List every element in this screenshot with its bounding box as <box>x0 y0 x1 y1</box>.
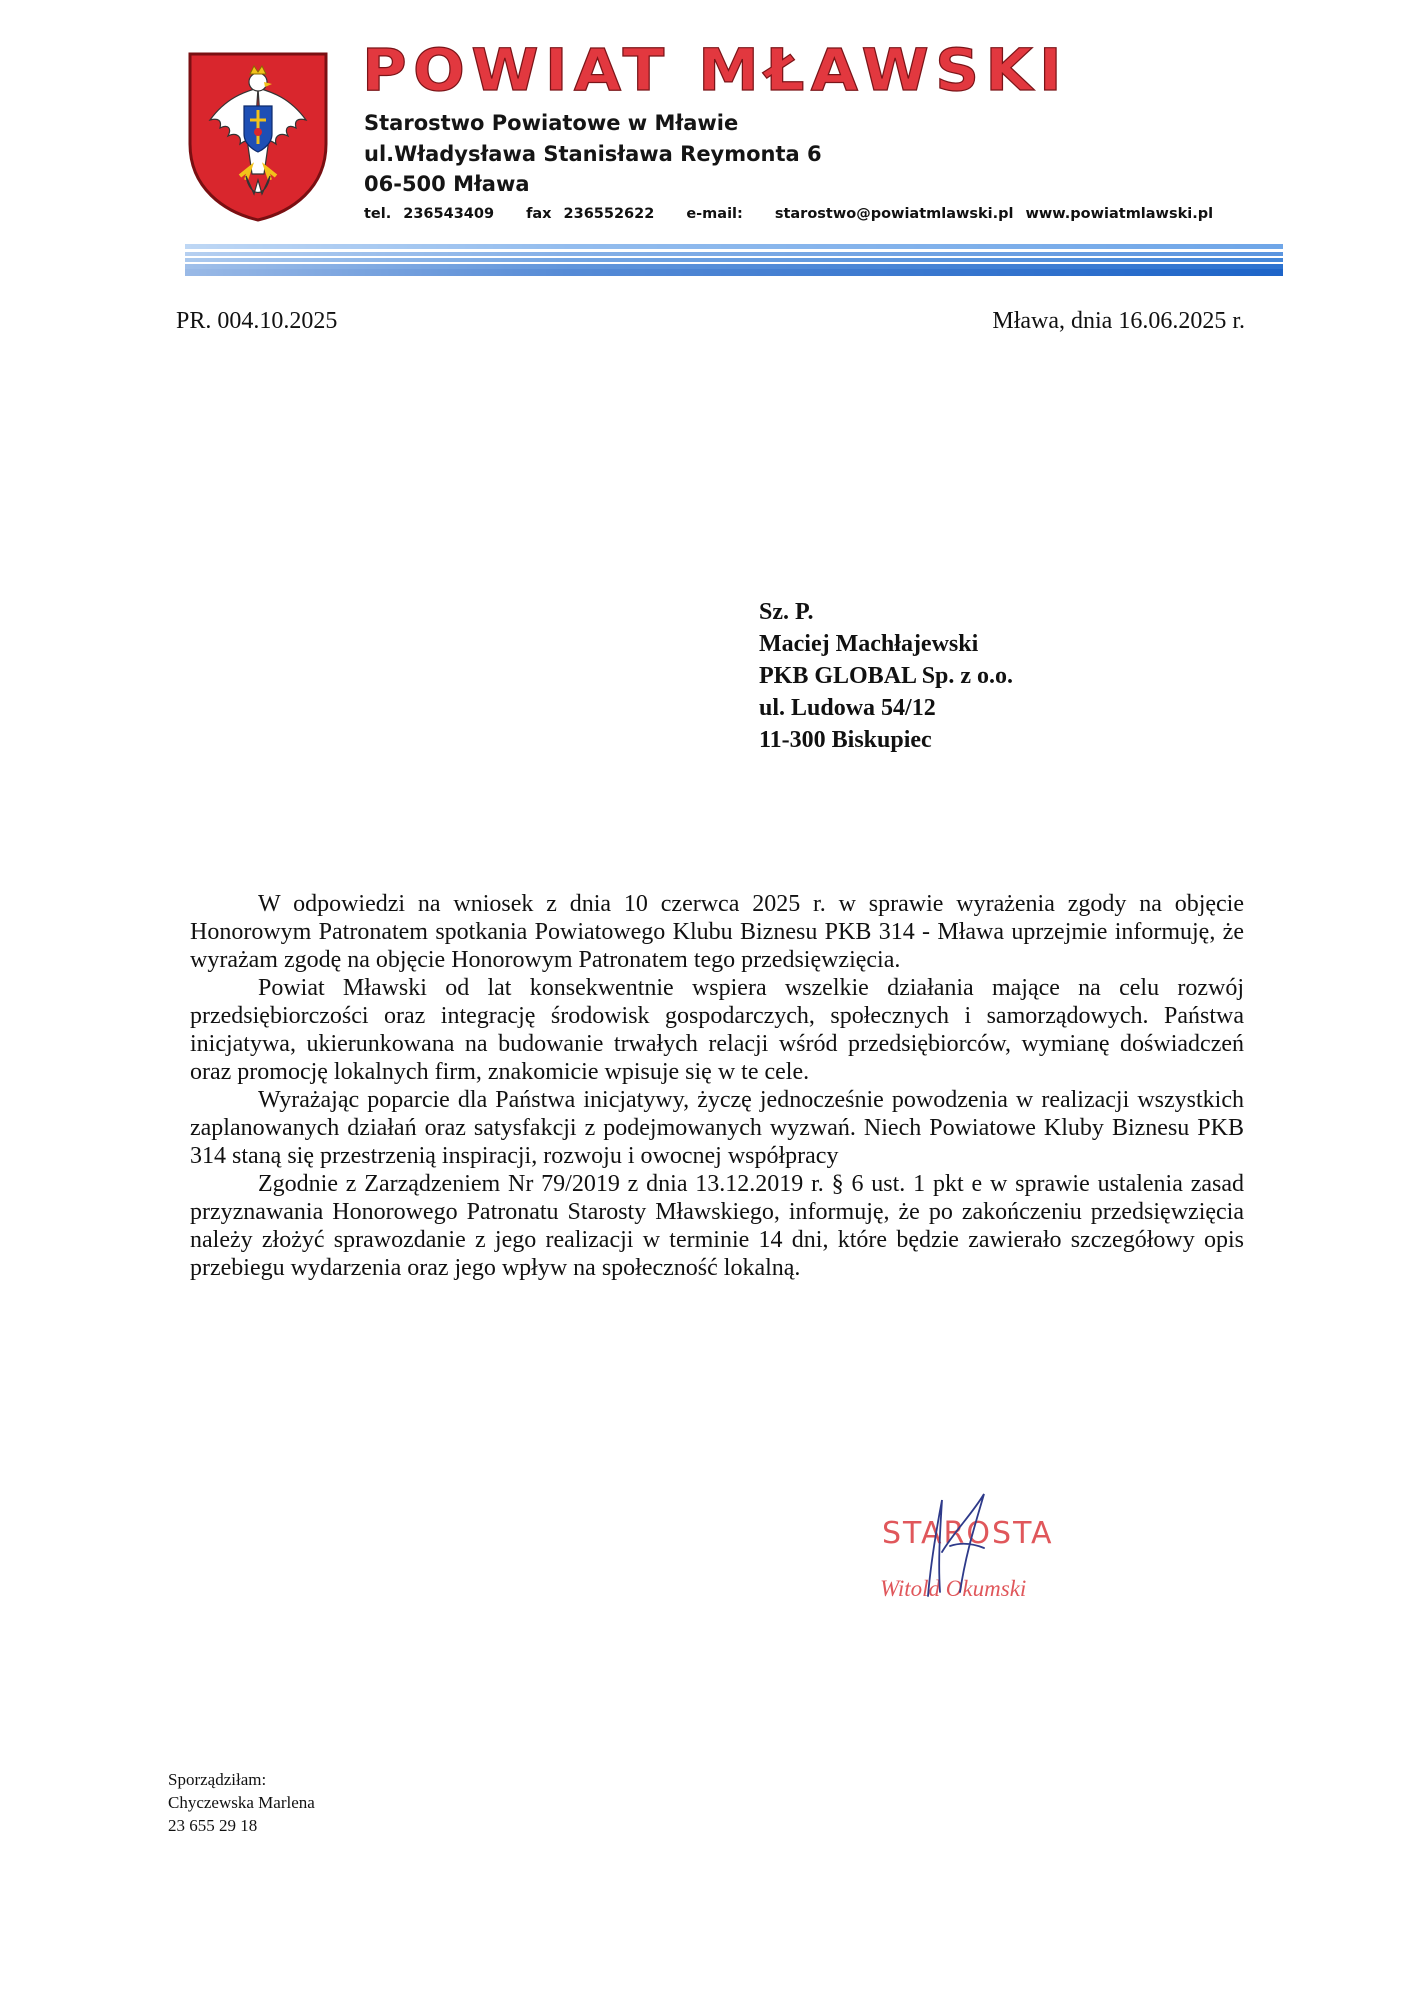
body-paragraph: Wyrażając poparcie dla Państwa inicjatywy, życzę jednocześnie powodzenia w realizacji wszystkich zaplanowanych działań oraz satysfakcji z podejmowanych wyzwań. Niech Powiatowe Kluby Biznesu PKB 314 staną się przestrzenią inspiracji, rozwoju i owocnej współpracy <box>190 1087 1244 1169</box>
website-link[interactable]: www.powiatmlawski.pl <box>1025 206 1214 222</box>
fax-number: 236552622 <box>563 206 655 222</box>
brand-wordmark <box>362 40 1082 100</box>
signature-name: Witold Okumski <box>880 1576 1027 1601</box>
header-divider-bar <box>185 244 1283 276</box>
handwritten-signature <box>880 1492 1020 1607</box>
email-link[interactable]: starostwo@powiatmlawski.pl <box>774 206 1014 222</box>
email-label: e-mail: <box>686 206 743 222</box>
prepared-by-phone: 23 655 29 18 <box>168 1816 258 1835</box>
org-street: ul.Władysława Stanisława Reymonta 6 <box>364 142 822 166</box>
recipient-salutation: Sz. P. <box>759 599 814 625</box>
tel-number: 236543409 <box>403 206 495 222</box>
place-and-date: Mława, dnia 16.06.2025 r. <box>992 308 1245 334</box>
letter-body <box>190 890 1244 1282</box>
signature-title: STAROSTA <box>882 1516 1054 1551</box>
brand-text: POWIAT MŁAWSKI <box>362 40 1068 100</box>
body-paragraph: Powiat Mławski od lat konsekwentnie wspiera wszelkie działania mające na celu rozwój przedsiębiorczości oraz integrację środowisk gospodarczych, społecznych i samorządowych. Państwa inicjatywa, ukierunkowana na budowanie trwałych relacji wśród przedsiębiorców, wymianę doświadczeń oraz promocję lokalnych firm, znakomicie wpisuje się w te cele. <box>190 975 1244 1085</box>
recipient-block <box>759 596 1013 756</box>
contact-line <box>364 206 1213 222</box>
prepared-by-name: Chyczewska Marlena <box>168 1793 315 1812</box>
prepared-by-label: Sporządziłam: <box>168 1770 267 1789</box>
recipient-street: ul. Ludowa 54/12 <box>759 695 936 721</box>
body-paragraph: W odpowiedzi na wniosek z dnia 10 czerwca 2025 r. w sprawie wyrażenia zgody na objęcie Honorowym Patronatem spotkania Powiatowego Klubu Biznesu PKB 314 - Mława uprzejmie informuję, że wyrażam zgodę na objęcie Honorowym Patronatem tego przedsięwzięcia. <box>190 891 1244 973</box>
body-paragraph: Zgodnie z Zarządzeniem Nr 79/2019 z dnia 13.12.2019 r. § 6 ust. 1 pkt e w sprawie ustalenia zasad przyznawania Honorowego Patronatu Starosty Mławskiego, informuję, że po zakończeniu przedsięwzięcia należy złożyć sprawozdanie z jego realizacji w terminie 14 dni, które będzie zawierało szczegółowy opis przebiegu wydarzenia oraz jego wpływ na społeczność lokalną. <box>190 1171 1244 1281</box>
document-reference: PR. 004.10.2025 <box>176 308 338 334</box>
fax-label: fax <box>526 206 552 222</box>
recipient-city: 11-300 Biskupiec <box>759 727 932 753</box>
prepared-by-block <box>168 1768 315 1837</box>
org-name: Starostwo Powiatowe w Mławie <box>364 111 739 135</box>
tel-label: tel. <box>364 206 392 222</box>
coat-of-arms-icon <box>184 48 332 224</box>
recipient-company: PKB GLOBAL Sp. z o.o. <box>759 663 1014 689</box>
org-city: 06-500 Mława <box>364 172 530 196</box>
recipient-name: Maciej Machłajewski <box>759 631 979 657</box>
